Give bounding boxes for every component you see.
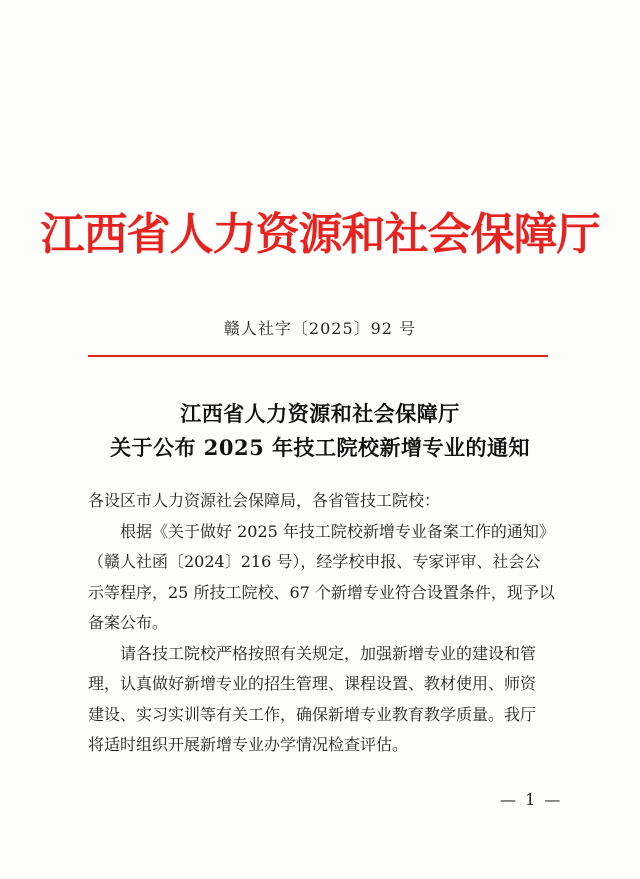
body-line: 建设、实习实训等有关工作，确保新增专业教育教学质量。我厅: [88, 704, 537, 724]
body-line: 将适时组织开展新增专业办学情况检查评估。: [88, 735, 409, 754]
body-line: 请各技工院校严格按照有关规定，加强新增专业的建设和管: [120, 643, 537, 663]
notice-body: [88, 486, 555, 761]
body-line: 备案公布。: [88, 613, 169, 632]
salutation-line: 各设区市人力资源社会保障局，各省管技工院校：: [88, 491, 441, 510]
red-divider-line: [88, 355, 548, 357]
page-number: — 1 —: [500, 790, 563, 809]
body-line: （赣人社函〔2024〕216 号），经学校申报、专家评审、社会公: [88, 552, 541, 571]
agency-header-title: 江西省人力资源和社会保障厅: [40, 209, 600, 260]
notice-title-line-2: 关于公布 2025 年技工院校新增专业的通知: [109, 435, 531, 460]
body-line: 示等程序，25 所技工院校、67 个新增专业符合设置条件，现予以: [88, 582, 555, 602]
document-number: 赣人社字〔2025〕92 号: [223, 319, 417, 338]
body-line: 理，认真做好新增专业的招生管理、课程设置、教材使用、师资: [88, 674, 537, 693]
body-line: 根据《关于做好 2025 年技工院校新增专业备案工作的通知》: [120, 521, 555, 541]
notice-title-line-1: 江西省人力资源和社会保障厅: [180, 401, 460, 426]
